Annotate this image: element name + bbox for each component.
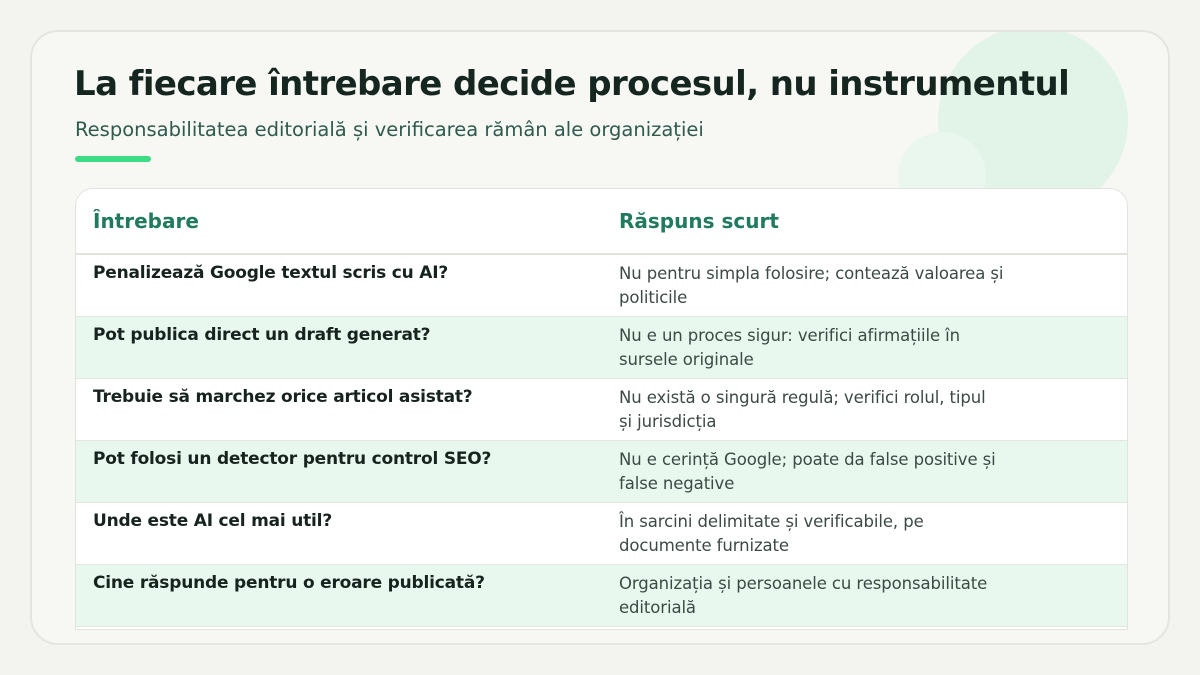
row-answer-line: și jurisdicția: [619, 412, 717, 431]
row-answer-line: editorială: [619, 598, 696, 617]
row-answer: [619, 448, 1059, 496]
row-answer: [619, 324, 1059, 372]
row-answer-line: Nu e un proces sigur: verifici afirmațiile în: [619, 326, 960, 345]
row-question: Pot publica direct un draft generat?: [93, 325, 431, 345]
row-question: Cine răspunde pentru o eroare publicată?: [93, 573, 485, 593]
row-answer-line: politicile: [619, 288, 688, 307]
row-question: Unde este AI cel mai util?: [93, 511, 332, 531]
row-question: Trebuie să marchez orice articol asistat?: [93, 387, 473, 407]
accent-underline: [75, 156, 151, 162]
slide-card: [30, 30, 1170, 645]
row-question: Penalizează Google textul scris cu AI?: [93, 263, 449, 283]
table-row: [76, 565, 1127, 627]
row-answer-line: Nu există o singură regulă; verifici rolul, tipul: [619, 388, 986, 407]
row-answer-line: documente furnizate: [619, 536, 789, 555]
row-answer: [619, 262, 1059, 310]
row-answer: [619, 386, 1059, 434]
table-row: [76, 503, 1127, 565]
row-answer-line: Nu e cerință Google; poate da false positive și: [619, 450, 996, 469]
faq-table: [75, 188, 1128, 630]
row-question: Pot folosi un detector pentru control SEO?: [93, 449, 492, 469]
table-row: [76, 379, 1127, 441]
row-answer-line: false negative: [619, 474, 735, 493]
column-header-answer: Răspuns scurt: [619, 209, 779, 233]
table-row: [76, 255, 1127, 317]
page-subtitle: Responsabilitatea editorială și verificarea rămân ale organizației: [75, 118, 704, 141]
column-header-question: Întrebare: [93, 209, 199, 233]
row-answer: [619, 510, 1059, 558]
row-answer-line: În sarcini delimitate și verificabile, pe: [619, 512, 924, 531]
row-answer-line: sursele originale: [619, 350, 754, 369]
row-answer: [619, 572, 1059, 620]
table-row: [76, 441, 1127, 503]
table-row: [76, 317, 1127, 379]
page-title: La fiecare întrebare decide procesul, nu instrumentul: [74, 64, 1070, 104]
table-header: [76, 189, 1127, 255]
row-answer-line: Nu pentru simpla folosire; contează valoarea și: [619, 264, 1004, 283]
row-answer-line: Organizația și persoanele cu responsabilitate: [619, 574, 988, 593]
